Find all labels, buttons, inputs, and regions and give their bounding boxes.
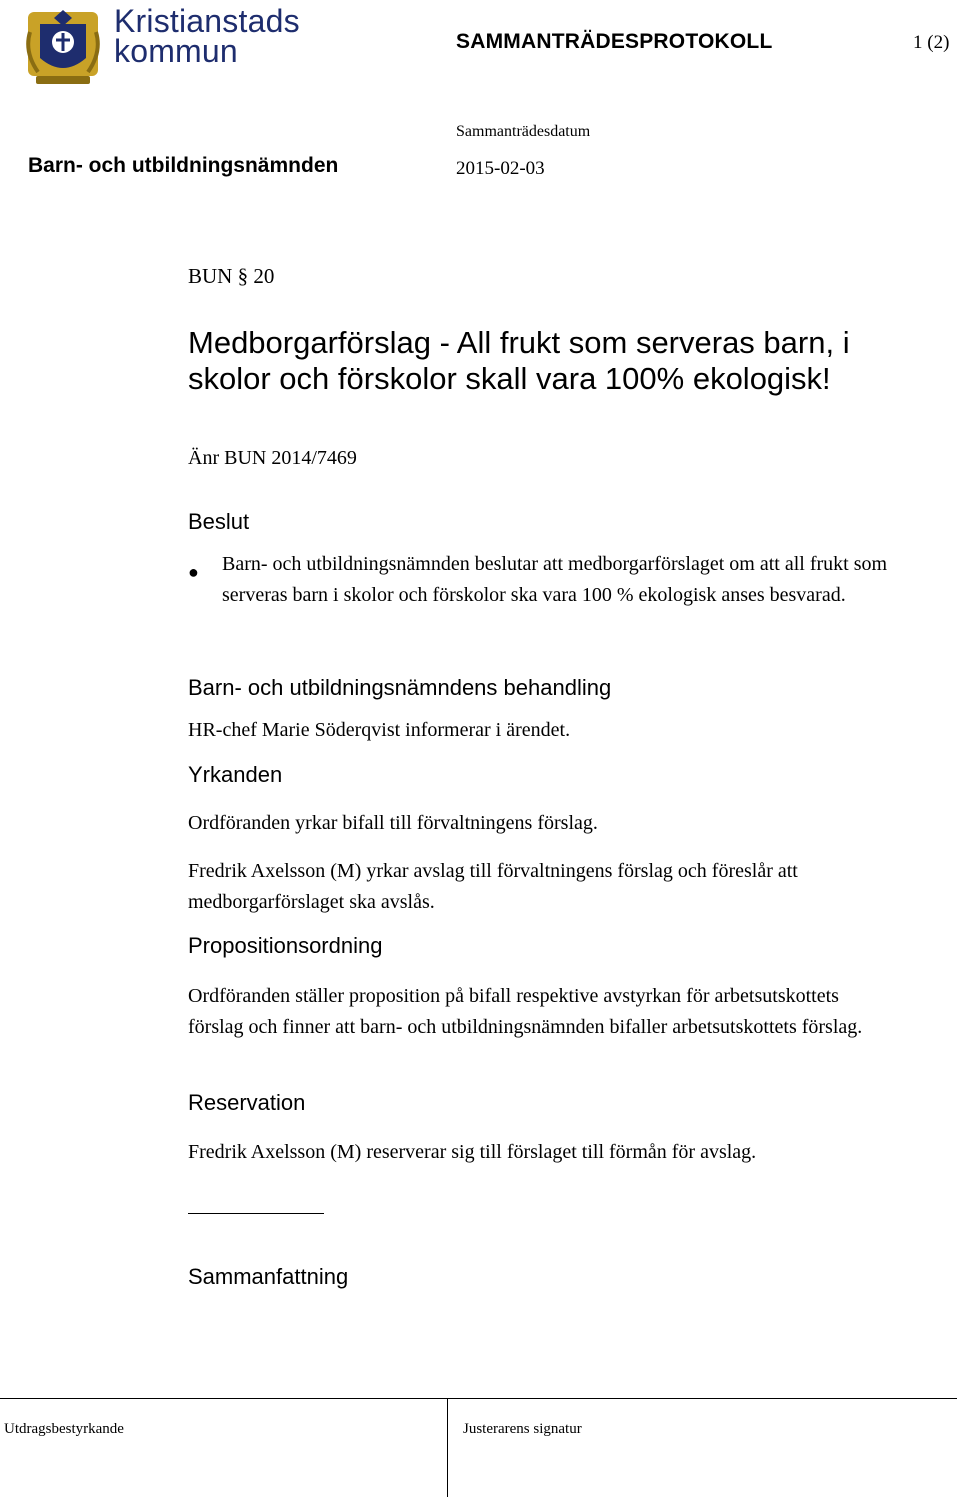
extract-certification-label: Utdragsbestyrkande (4, 1421, 124, 1437)
meeting-date-label: Sammanträdesdatum (456, 123, 591, 140)
yrkanden-text-1: Ordföranden yrkar bifall till förvaltningens förslag. (188, 812, 598, 834)
section-number: BUN § 20 (188, 264, 275, 288)
heading-beslut: Beslut (188, 509, 250, 534)
meeting-date: 2015-02-03 (456, 158, 545, 179)
heading-propositionsordning: Propositionsordning (188, 933, 383, 958)
brand-line-2: kommun (114, 33, 238, 69)
brand-name (114, 3, 300, 69)
document-type: SAMMANTRÄDESPROTOKOLL (456, 30, 773, 53)
bullet-dot-icon: ● (188, 562, 199, 582)
heading-yrkanden: Yrkanden (188, 762, 283, 787)
brand-line-1: Kristianstads (114, 3, 300, 39)
beslut-text: Barn- och utbildningsnämnden beslutar att medborgarförslaget om att all frukt som serveras barn i skolor och förskolor ska vara 100 % ekologisk anses besvarad. (222, 553, 888, 606)
heading-reservation: Reservation (188, 1090, 306, 1115)
yrkanden-text-2: Fredrik Axelsson (M) yrkar avslag till förvaltningens förslag och föreslår att medborgarförslaget ska avslås. (188, 860, 798, 913)
page-number: 1 (2) (913, 32, 950, 53)
reservation-text: Fredrik Axelsson (M) reserverar sig till förslaget till förmån för avslag. (188, 1141, 757, 1163)
propositionsordning-text: Ordföranden ställer proposition på bifall respektive avstyrkan för arbetsutskottets förslag och finner att barn- och utbildningsnämnden bifaller arbetsutskottets förslag. (188, 985, 863, 1038)
coat-of-arms-icon (22, 2, 104, 88)
behandling-text: HR-chef Marie Söderqvist informerar i ärendet. (188, 719, 571, 741)
footer-rule (0, 1398, 957, 1399)
section-divider (188, 1213, 324, 1214)
item-title: Medborgarförslag - All frukt som serveras barn, i skolor och förskolor skall vara 100% ekologisk! (188, 325, 850, 396)
heading-behandling: Barn- och utbildningsnämndens behandling (188, 675, 612, 700)
adjuster-signature-label: Justerarens signatur (463, 1421, 582, 1437)
footer-divider (447, 1398, 448, 1497)
board-name: Barn- och utbildningsnämnden (28, 154, 339, 177)
heading-sammanfattning: Sammanfattning (188, 1264, 349, 1289)
diary-number: Änr BUN 2014/7469 (188, 447, 357, 469)
